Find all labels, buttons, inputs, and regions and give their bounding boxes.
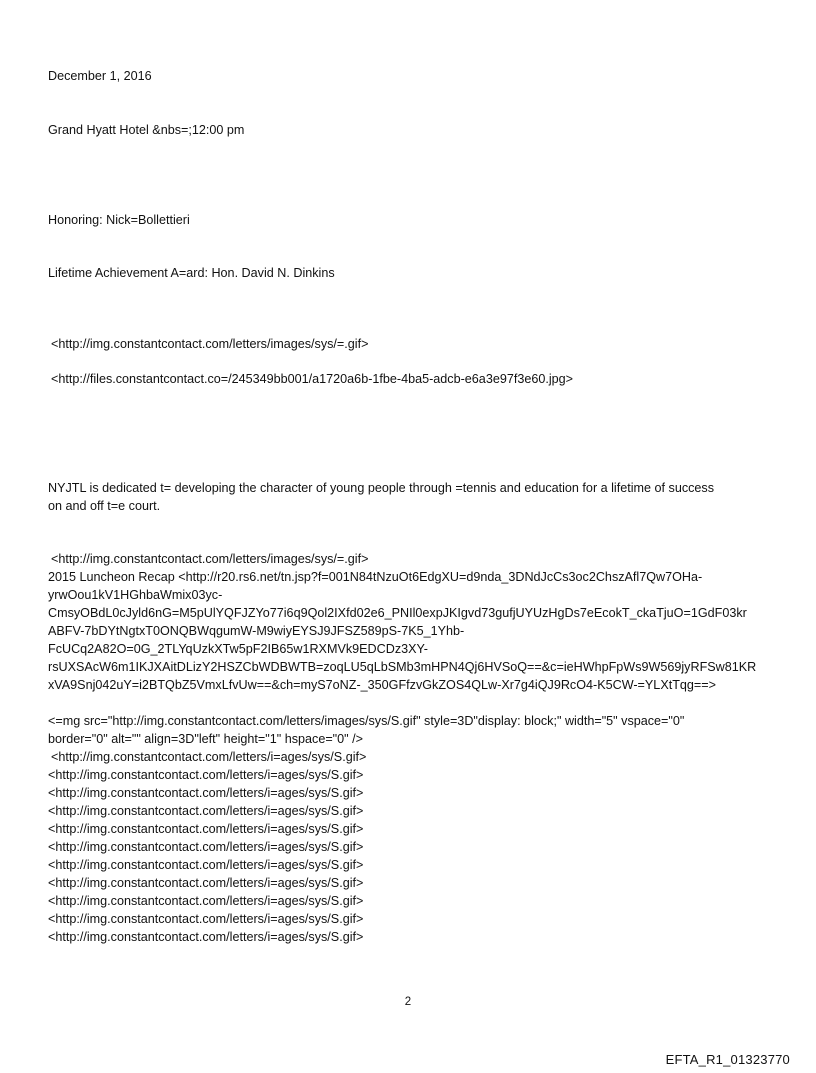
spacer-gif-link: <http://img.constantcontact.com/letters/i=ages/sys/S.gif>	[48, 912, 364, 926]
spacer-gif-link: <http://img.constantcontact.com/letters/i=ages/sys/S.gif>	[48, 822, 364, 836]
spacer-gif-link: <http://img.constantcontact.com/letters/i=ages/sys/S.gif>	[48, 804, 364, 818]
recap-link-line: yrwOou1kV1HGhbaWmix03yc-	[48, 588, 223, 602]
image-link-gif: <http://img.constantcontact.com/letters/images/sys/=.gif>	[51, 337, 369, 351]
bates-number: EFTA_R1_01323770	[665, 1052, 790, 1067]
spacer-gif-link: <http://img.constantcontact.com/letters/i=ages/sys/S.gif>	[48, 876, 364, 890]
spacer-gif-link: <http://img.constantcontact.com/letters/i=ages/sys/S.gif>	[48, 858, 364, 872]
recap-link-line: CmsyOBdL0cJyld6nG=M5pUlYQFJZYo77i6q9Qol2IXfd02e6_PNIl0expJKIgvd73gufjUYUzHgDs7eEcokT_ckaTjuO=1GdF03kr	[48, 606, 747, 620]
luncheon-recap-block	[48, 550, 778, 694]
mission-line: NYJTL is dedicated t= developing the character of young people through =tennis and education for a lifetime of success	[48, 481, 715, 495]
img-tag-line: border="0" alt="" align=3D"left" height="1" hspace="0" />	[48, 732, 363, 746]
recap-link-line: xVA9Snj042uY=i2BTQbZ5VmxLfvUw==&ch=myS7oNZ-_350GFfzvGkZOS4QLw-Xr7g4iQJ9RcO4-K5CW-=YLXtTqg==>	[48, 678, 716, 692]
image-link-jpg: <http://files.constantcontact.co=/245349bb001/a1720a6b-1fbe-4ba5-adcb-e6a3e97f3e60.jpg>	[51, 372, 574, 386]
spacer-gif-link: <http://img.constantcontact.com/letters/i=ages/sys/S.gif>	[48, 840, 364, 854]
img-tag-line: <=mg src="http://img.constantcontact.com/letters/images/sys/S.gif" style=3D"display: block;" width="5" vspace="0"	[48, 714, 685, 728]
page-number: 2	[404, 996, 412, 1008]
spacer-gif-link: <http://img.constantcontact.com/letters/i=ages/sys/S.gif>	[48, 786, 364, 800]
mission-line: on and off t=e court.	[48, 499, 161, 513]
event-venue-time: Grand Hyatt Hotel &nbs=;12:00 pm	[48, 123, 245, 137]
recap-link-line: FcUCq2A82O=0G_2TLYqUzkXTw5pF2IB65w1RXMVk9EDCDz3XY-	[48, 642, 428, 656]
spacer-gif-link: <http://img.constantcontact.com/letters/i=ages/sys/S.gif>	[48, 930, 364, 944]
image-tag-block	[48, 712, 778, 946]
honoree-line: Honoring: Nick=Bollettieri	[48, 213, 190, 227]
spacer-gif-link: <http://img.constantcontact.com/letters/i=ages/sys/S.gif>	[51, 750, 367, 764]
event-date: December 1, 2016	[48, 69, 152, 83]
recap-gif-link: <http://img.constantcontact.com/letters/images/sys/=.gif>	[51, 552, 369, 566]
spacer-gif-link: <http://img.constantcontact.com/letters/i=ages/sys/S.gif>	[48, 768, 364, 782]
lifetime-award-line: Lifetime Achievement A=ard: Hon. David N. Dinkins	[48, 266, 335, 280]
mission-statement	[48, 479, 778, 515]
recap-link-line: 2015 Luncheon Recap <http://r20.rs6.net/tn.jsp?f=001N84tNzuOt6EdgXU=d9nda_3DNdJcCs3oc2ChszAfl7Qw7OHa-	[48, 570, 703, 584]
spacer-gif-link: <http://img.constantcontact.com/letters/i=ages/sys/S.gif>	[48, 894, 364, 908]
recap-link-line: rsUXSAcW6m1IKJXAitDLizY2HSZCbWDBWTB=zoqLU5qLbSMb3mHPN4Qj6HVSoQ==&c=ieHWhpFpWs9W569jyRFSw81KR	[48, 660, 757, 674]
recap-link-line: ABFV-7bDYtNgtxT0ONQBWqgumW-M9wiyEYSJ9JFSZ589pS-7K5_1Yhb-	[48, 624, 465, 638]
